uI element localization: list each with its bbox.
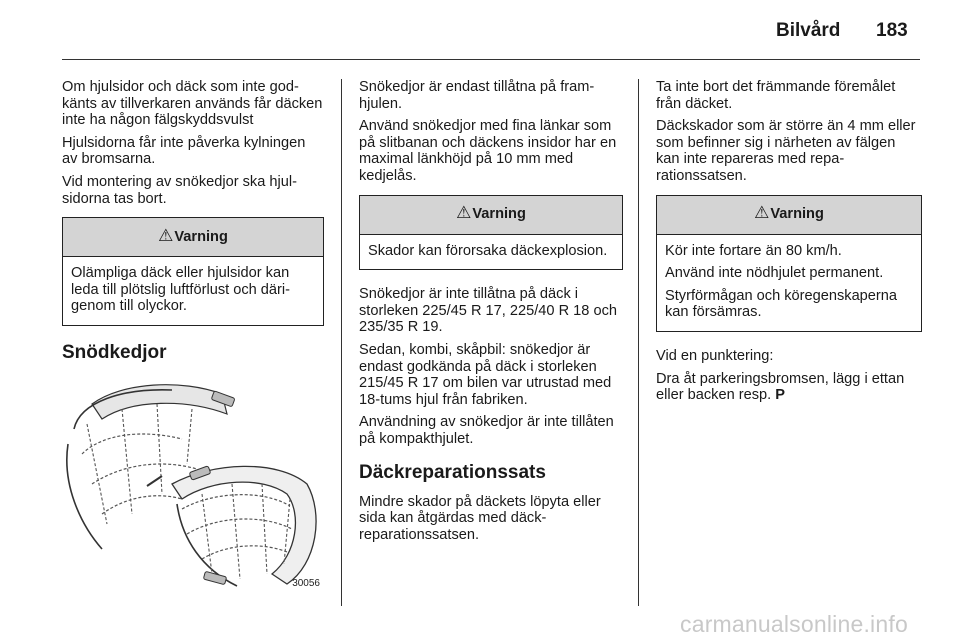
warning-line: Styrförmågan och köregenskaperna kan försämras. [665,287,898,321]
section-heading-repair-kit: Däckreparationssats [359,461,546,483]
warning-title: Varning [770,206,824,223]
paragraph: Vid en punktering: [656,347,774,364]
snow-chain-drawing [62,374,324,596]
paragraph: Använd snökedjor med fina länkar som på slitbanan och däckens insidor har en maximal länkhöjd på 10 mm med kedjelås. [359,118,617,184]
page-number: 183 [876,20,908,41]
warning-header [360,196,622,235]
section-heading-snow-chains: Snödkedjor [62,341,167,363]
warning-line: Använd inte nödhjulet permanent. [665,265,884,282]
paragraph: Sedan, kombi, skåpbil: snökedjor är endast godkända på däck i storleken 215/45 R 17 om bilen var utrustad med 18-tums hjul från fabriken. [359,341,612,408]
paragraph: Snökedjor är endast tillåtna på framhjulen. [359,79,595,112]
paragraph: Vid montering av snökedjor ska hjulsidorna tas bort. [62,173,297,207]
warning-header [63,218,323,257]
column-divider [341,79,342,606]
column-2 [359,79,623,549]
warning-box [359,195,623,271]
warning-body [657,235,921,331]
warning-header [657,196,921,235]
warning-box [656,195,922,332]
warning-icon: ⚠ [456,203,472,223]
warning-icon: ⚠ [158,225,174,245]
warning-title: Varning [472,206,526,223]
column-3 [656,79,922,410]
warning-body [63,257,323,325]
column-1 [62,79,324,596]
page-section-title: Bilvård [776,20,841,41]
watermark: carmanualsonline.info [680,611,908,637]
paragraph: Snökedjor är inte tillåtna på däck i storleken 225/45 R 17, 225/40 R 18 och 235/35 R 19. [359,286,617,336]
header-divider [62,59,920,60]
figure-code: 30056 [292,578,320,590]
column-divider [638,79,639,606]
gear-letter: P [775,387,785,404]
paragraph: Om hjulsidor och däck som inte godkänts av tillverkaren används får däcken inte ha någon fälgskyddsvulst [62,79,323,129]
warning-text: Olämpliga däck eller hjulsidor kan leda till plötslig luftförlust och därigenom till olyckor. [71,265,291,315]
paragraph [656,371,922,404]
snow-chain-illustration [62,374,324,596]
warning-title: Varning [174,228,228,245]
paragraph: Ta inte bort det främmande föremålet från däcket. [656,79,896,112]
warning-line: Kör inte fortare än 80 km/h. [665,242,842,259]
paragraph: Användning av snökedjor är inte tillåten på kompakthjulet. [359,414,614,447]
warning-text: Skador kan förorsaka däckexplosion. [368,242,608,259]
warning-box [62,217,324,326]
paragraph-text: Dra åt parkeringsbromsen, lägg i ettan eller backen resp. [656,370,905,404]
paragraph: Däckskador som är större än 4 mm eller som befinner sig i närheten av fälgen kan inte repareras med reparationssatsen. [656,118,916,184]
paragraph: Hjulsidorna får inte påverka kylningen av bromsarna. [62,134,306,168]
paragraph: Mindre skador på däckets löpyta eller sida kan åtgärdas med däckreparationssatsen. [359,493,601,543]
warning-body [360,235,622,270]
warning-icon: ⚠ [754,203,770,223]
